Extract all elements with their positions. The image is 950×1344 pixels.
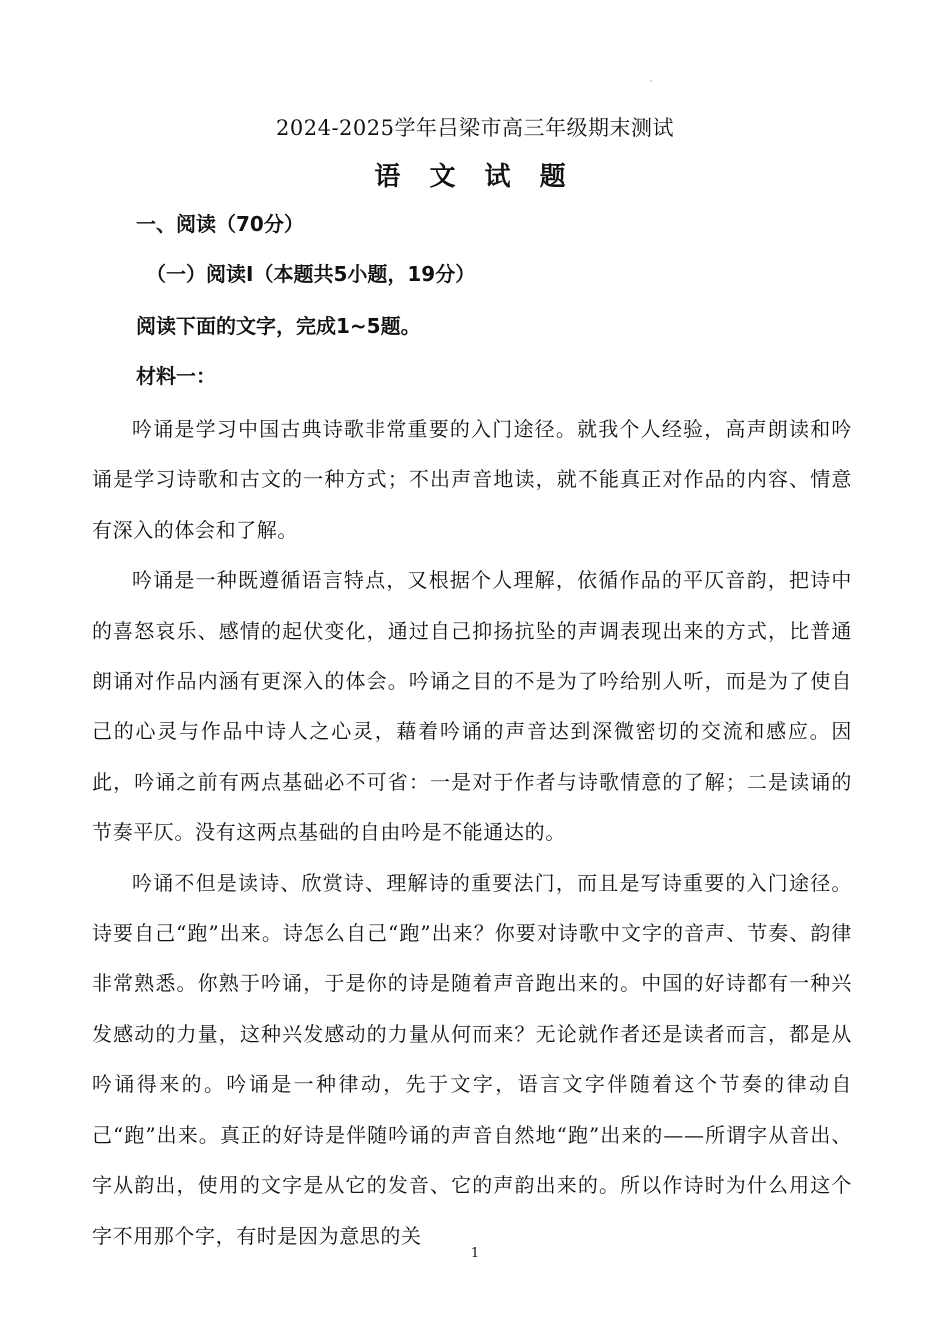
page-number: 1 <box>470 1246 480 1261</box>
paragraph: 吟诵是一种既遵循语言特点，又根据个人理解，依循作品的平仄音韵，把诗中的喜怒哀乐、感情的起伏变化，通过自己抑扬抗坠的声调表现出来的方式，比普通朗诵对作品内涵有更深入的体会。吟诵之目的不是为了吟给别人听，而是为了使自己的心灵与作品中诗人之心灵，藉着吟诵的声音达到深微密切的交流和感应。因此，吟诵之前有两点基础必不可省：一是对于作者与诗歌情意的了解；二是读诵的节奏平仄。没有这两点基础的自由吟是不能通达的。 <box>92 568 852 845</box>
paragraph: 吟诵不但是读诗、欣赏诗、理解诗的重要法门，而且是写诗重要的入门途径。诗要自己“跑”出来。诗怎么自己“跑”出来？你要对诗歌中文字的音声、节奏、韵律非常熟悉。你熟于吟诵，于是你的诗是随着声音跑出来的。中国的好诗都有一种兴发感动的力量，这种兴发感动的力量从何而来？无论就作者还是读者而言，都是从吟诵得来的。吟诵是一种律动，先于文字，语言文字伴随着这个节奏的律动自己“跑”出来。真正的好诗是伴随吟诵的声音自然地“跑”出来的——所谓字从音出、字从韵出，使用的文字是从它的发音、它的声韵出来的。所以作诗时为什么用这个字不用那个字，有时是因为意思的关 <box>92 870 852 1248</box>
scan-speck <box>650 80 652 82</box>
exam-title: 2024-2025学年吕梁市高三年级期末测试 <box>276 116 674 140</box>
subsection-heading-reading-one: （一）阅读Ⅰ（本题共5小题，19分） <box>146 262 476 286</box>
paragraph: 吟诵是学习中国古典诗歌非常重要的入门途径。就我个人经验，高声朗读和吟诵是学习诗歌和古文的一种方式；不出声音地读，就不能真正对作品的内容、情意有深入的体会和了解。 <box>92 417 852 542</box>
material-body <box>92 404 852 1261</box>
subject-title: 语 文 试 题 <box>374 162 576 192</box>
section-heading-reading: 一、阅读（70分） <box>136 212 304 236</box>
reading-instruction: 阅读下面的文字，完成1~5题。 <box>136 314 421 338</box>
material-label: 材料一： <box>136 364 216 388</box>
